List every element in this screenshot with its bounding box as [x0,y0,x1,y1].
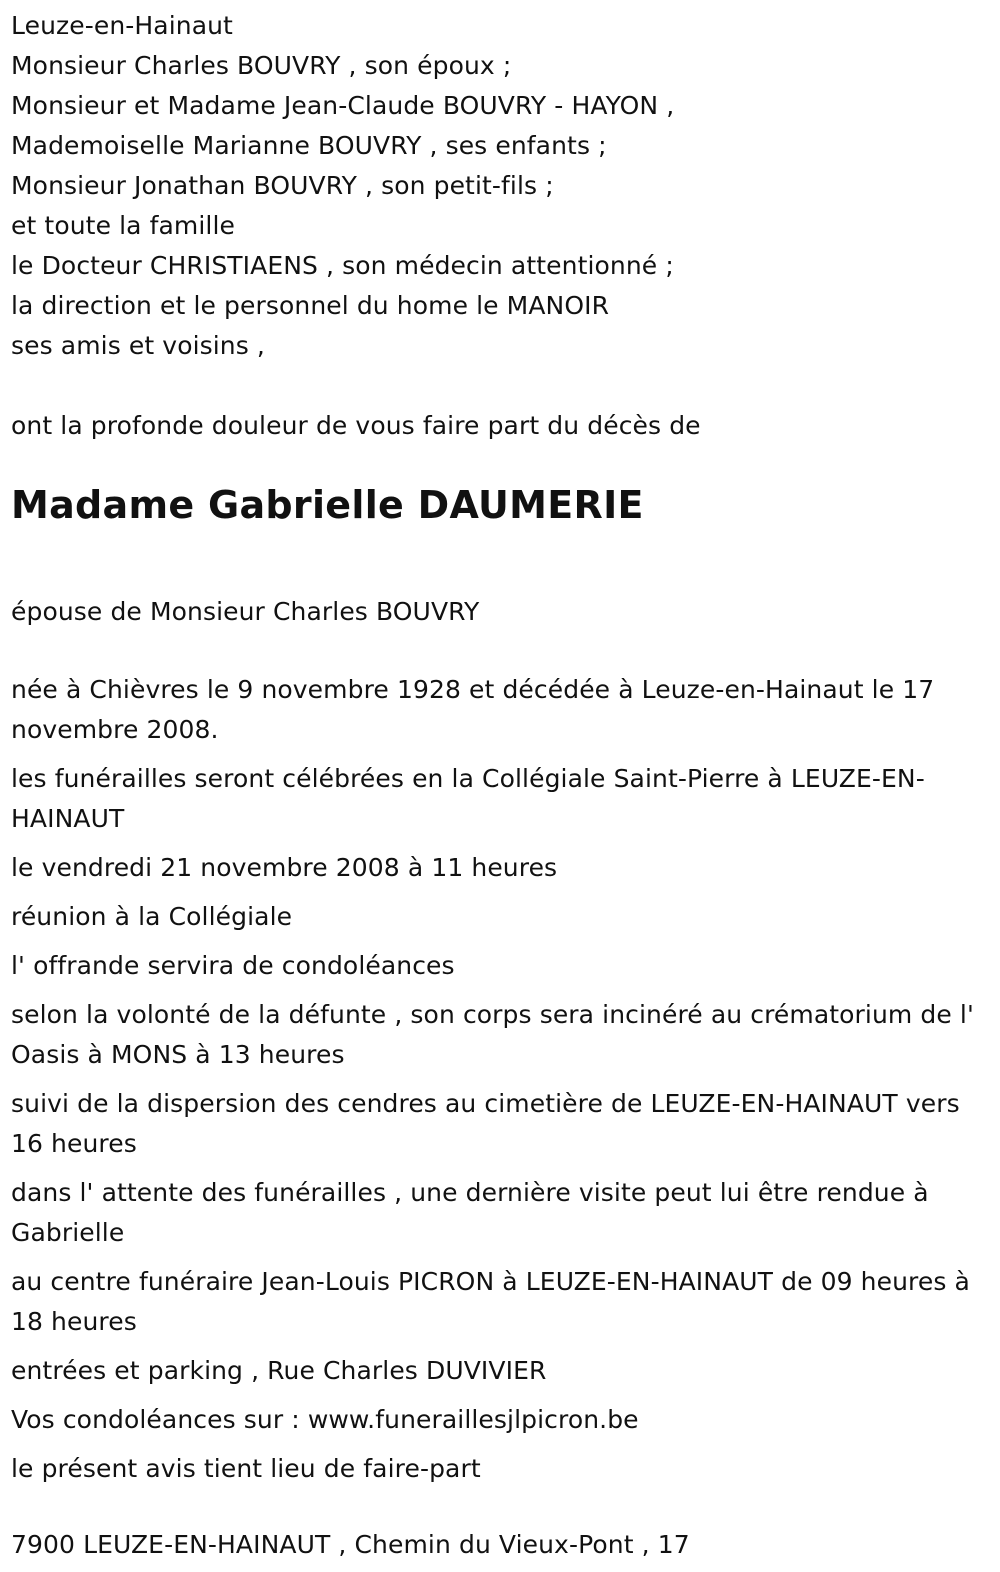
family-line: Mademoiselle Marianne BOUVRY , ses enfants ; [11,131,607,160]
family-line: Monsieur Jonathan BOUVRY , son petit-fils ; [11,171,554,200]
condolences-line: Vos condoléances sur : www.funeraillesjlpicron.be [11,1405,639,1434]
address-line: 7900 LEUZE-EN-HAINAUT , Chemin du Vieux-Pont , 17 [11,1530,690,1559]
detail-paragraph: le vendredi 21 novembre 2008 à 11 heures [11,853,558,882]
detail-paragraph: suivi de la dispersion des cendres au cimetière de LEUZE-EN-HAINAUT vers 16 heures [11,1089,960,1158]
detail-paragraph: au centre funéraire Jean-Louis PICRON à LEUZE-EN-HAINAUT de 09 heures à 18 heures [11,1267,970,1336]
family-line: ses amis et voisins , [11,331,265,360]
family-line: Monsieur Charles BOUVRY , son époux ; [11,51,512,80]
location-line: Leuze-en-Hainaut [11,11,233,40]
detail-paragraph: les funérailles seront célébrées en la Collégiale Saint-Pierre à LEUZE-EN-HAINAUT [11,764,925,833]
deceased-name: Madame Gabrielle DAUMERIE [11,483,644,527]
header-block [11,6,982,366]
detail-paragraph: l' offrande servira de condoléances [11,951,455,980]
family-line: la direction et le personnel du home le MANOIR [11,291,610,320]
detail-paragraph: réunion à la Collégiale [11,902,293,931]
announcement-text: ont la profonde douleur de vous faire part du décès de [11,411,701,440]
detail-paragraph: dans l' attente des funérailles , une dernière visite peut lui être rendue à Gabrielle [11,1178,929,1247]
detail-paragraph: le présent avis tient lieu de faire-part [11,1454,481,1483]
spouse-line: épouse de Monsieur Charles BOUVRY [11,597,480,626]
family-line: le Docteur CHRISTIAENS , son médecin attentionné ; [11,251,674,280]
spacer [11,366,982,406]
family-line: et toute la famille [11,211,236,240]
detail-paragraph: selon la volonté de la défunte , son corps sera incinéré au crématorium de l' Oasis à MONS à 13 heures [11,1000,974,1069]
detail-paragraph: née à Chièvres le 9 novembre 1928 et décédée à Leuze-en-Hainaut le 17 novembre 2008. [11,675,935,744]
details-block [11,670,982,1489]
detail-paragraph: entrées et parking , Rue Charles DUVIVIER [11,1356,547,1385]
family-line: Monsieur et Madame Jean-Claude BOUVRY - HAYON , [11,91,675,120]
